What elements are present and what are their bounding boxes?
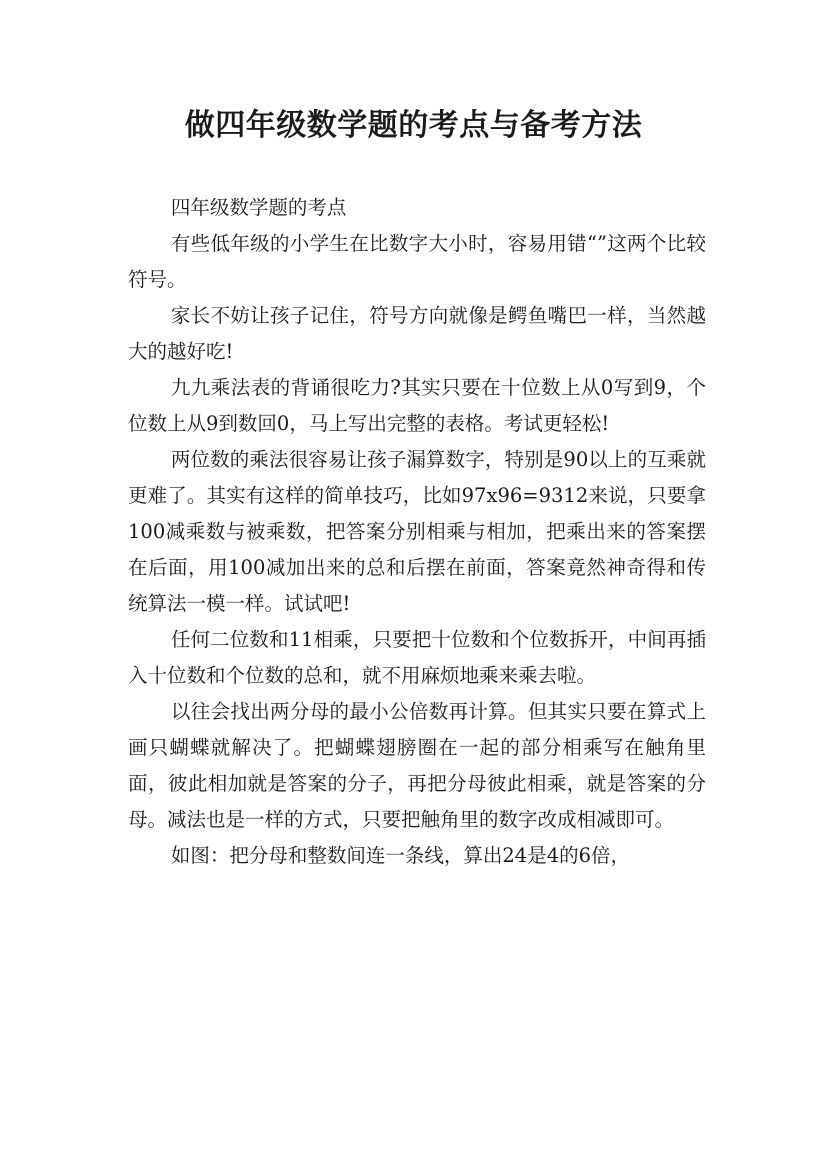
paragraph: 如图：把分母和整数间连一条线，算出24是4的6倍， bbox=[170, 844, 631, 867]
paragraph: 以往会找出两分母的最小公倍数再计算。但其实只要在算式上画只蝴蝶就解决了。把蝴蝶翅膀圈在一起的部分相乘写在触角里面，彼此相加就是答案的分子，再把分母彼此相乘，就是答案的分母。减法也是一样的方式，只要把触角里的数字改成相减即可。 bbox=[128, 700, 706, 831]
paragraph: 九九乘法表的背诵很吃力?其实只要在十位数上从0写到9，个位数上从9到数回0，马上写出完整的表格。考试更轻松! bbox=[128, 376, 706, 435]
paragraph: 任何二位数和11相乘，只要把十位数和个位数拆开，中间再插入十位数和个位数的总和，就不用麻烦地乘来乘去啦。 bbox=[128, 628, 706, 687]
document-title: 做四年级数学题的考点与备考方法 bbox=[184, 108, 643, 143]
paragraph-heading: 四年级数学题的考点 bbox=[170, 196, 347, 219]
paragraph: 家长不妨让孩子记住，符号方向就像是鳄鱼嘴巴一样，当然越大的越好吃! bbox=[128, 304, 706, 363]
paragraph: 有些低年级的小学生在比数字大小时，容易用错“”这两个比较符号。 bbox=[128, 232, 706, 291]
document-body bbox=[128, 190, 706, 874]
paragraph: 两位数的乘法很容易让孩子漏算数字，特别是90以上的互乘就更难了。其实有这样的简单技巧，比如97x96=9312来说，只要拿100减乘数与被乘数，把答案分别相乘与相加，把乘出来的答案摆在后面，用100减加出来的总和后摆在前面，答案竟然神奇得和传统算法一模一样。试试吧! bbox=[128, 448, 706, 615]
